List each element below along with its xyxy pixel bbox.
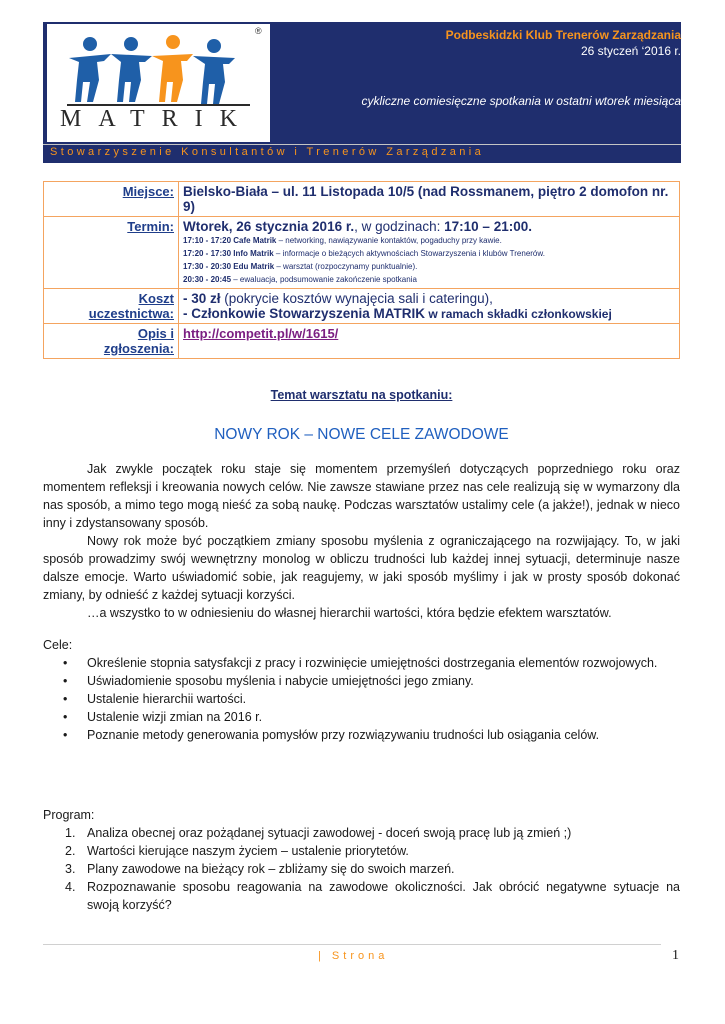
program-item: 1. Analiza obecnej oraz pożądanej sytuacji zawodowej - doceń swoją pracę lub ją zmień ;) [65, 826, 572, 840]
paragraph: Jak zwykle początek roku staje się momentem przemyśleń dotyczących poprzedniego roku oraz momentem refleksji i kreowania nowych celów. Nie zawsze stawiane przez nas cele realizują się w wymarzony dla nas sposób, a mimo tego mogą nieść za sobą naukę. Podczas warsztatów ustalimy cele (a jakże!), jednak w nieco inny i zdystansowany sposób. [43, 462, 680, 530]
program-section [43, 806, 680, 914]
place-label: Miejsce: [44, 182, 179, 217]
registered-mark: ® [255, 26, 262, 36]
schedule-item: 20:30 - 20:45 – ewaluacja, podsumowanie zakończenie spotkania [183, 275, 417, 284]
association-name: Stowarzyszenie Konsultantów i Trenerów Zarządzania [50, 146, 485, 158]
page-number: 1 [672, 948, 679, 963]
place-value: Bielsko-Biała – ul. 11 Listopada 10/5 (nad Rossmanem, piętro 2 domofon nr. 9) [179, 182, 680, 217]
goals-label: Cele: [43, 638, 73, 652]
goal-item: • Określenie stopnia satysfakcji z pracy i rozwinięcie umiejętności dostrzegania elementów rozwojowych. [63, 656, 658, 670]
cost-desc: (pokrycie kosztów wynajęcia sali i cateringu), [220, 291, 493, 306]
cost-label: Koszt uczestnictwa: [44, 289, 179, 324]
goal-item: • Poznanie metody generowania pomysłów przy rozwiązywaniu trudności lub osiągania celów. [63, 728, 600, 742]
term-label: Termin: [44, 217, 179, 289]
description-row [44, 324, 680, 359]
registration-link[interactable]: http://competit.pl/w/1615/ [183, 326, 339, 341]
goal-item: • Ustalenie wizji zmian na 2016 r. [63, 710, 263, 724]
footer-separator: | [318, 950, 325, 962]
description-label: Opis i zgłoszenia: [44, 324, 179, 359]
program-label: Program: [43, 808, 95, 822]
footer-divider [43, 944, 661, 945]
program-list [43, 824, 680, 914]
workshop-description [43, 460, 680, 622]
bullet-icon: • [63, 674, 68, 688]
term-day: Wtorek, 26 stycznia 2016 r. [183, 219, 355, 234]
cost-row [44, 289, 680, 324]
program-item: 2. Wartości kierujące naszym życiem – ustalenie priorytetów. [65, 844, 409, 858]
paragraph: …a wszystko to w odniesieniu do własnej hierarchii wartości, która będzie efektem warsztatów. [87, 606, 612, 620]
program-item: 4. Rozpoznawanie sposobu reagowania na zawodowe okoliczności. Jak obrócić negatywne sytuacje na swoją korzyść? [65, 880, 680, 912]
term-mid: , w godzinach: [354, 219, 445, 234]
cost-cell [179, 289, 680, 324]
bullet-icon: • [63, 728, 68, 742]
goal-item: • Ustalenie hierarchii wartości. [63, 692, 247, 706]
schedule-item: 17:20 - 17:30 Info Matrik – informacje o bieżących aktywnościach Stowarzyszenia i klubów Trenerów. [183, 249, 545, 258]
goal-item: • Uświadomienie sposobu myślenia i nabycie umiejętności jego zmiany. [63, 674, 474, 688]
club-title: Podbeskidzki Klub Trenerów Zarządzania [445, 28, 681, 42]
cost-members-desc: w ramach składki członkowskiej [425, 307, 612, 321]
term-row [44, 217, 680, 289]
cost-members: - Członkowie Stowarzyszenia MATRIK [183, 306, 426, 321]
meeting-date: 26 styczeń ‘2016 r. [580, 44, 681, 58]
term-hours: 17:10 – 21:00. [444, 219, 532, 234]
event-info-table [43, 181, 680, 359]
paragraph: Nowy rok może być początkiem zmiany sposobu myślenia z ograniczającego na rozwijający. To, w jaki sposób prowadzimy swój wewnętrzny monolog w obliczu trudności lub każdej innej sytuacji, determinuje nasze dalsze emocje. Warto uświadomić sobie, jak reagujemy, w jaki sposób myślimy i jak w prosty sposób dokonać zmiany, by odnieść z każdej sytuacji korzyści. [43, 534, 680, 602]
bullet-icon: • [63, 692, 68, 706]
workshop-heading: Temat warsztatu na spotkaniu: [270, 388, 453, 402]
description-cell [179, 324, 680, 359]
schedule-item: 17:10 - 17:20 Cafe Matrik – networking, nawiązywanie kontaktów, pogaduchy przy kawie. [183, 236, 502, 245]
header-tagline: cykliczne comiesięczne spotkania w ostatni wtorek miesiąca [361, 94, 681, 108]
footer-page-label [318, 950, 388, 962]
footer-page-word: Strona [331, 950, 389, 962]
bullet-icon: • [63, 710, 68, 724]
bullet-icon: • [63, 656, 68, 670]
place-row [44, 182, 680, 217]
cost-amount: - 30 zł [183, 291, 221, 306]
program-item: 3. Plany zawodowe na bieżący rok – zbliżamy się do swoich marzeń. [65, 862, 455, 876]
schedule-list [183, 234, 675, 286]
goals-list [43, 654, 680, 744]
goals-section [43, 636, 680, 744]
logo-text: MATRIK [60, 106, 255, 132]
term-cell [179, 217, 680, 289]
schedule-item: 17:30 - 20:30 Edu Matrik – warsztat (rozpoczynamy punktualnie). [183, 262, 418, 271]
workshop-title: NOWY ROK – NOWE CELE ZAWODOWE [214, 426, 509, 443]
